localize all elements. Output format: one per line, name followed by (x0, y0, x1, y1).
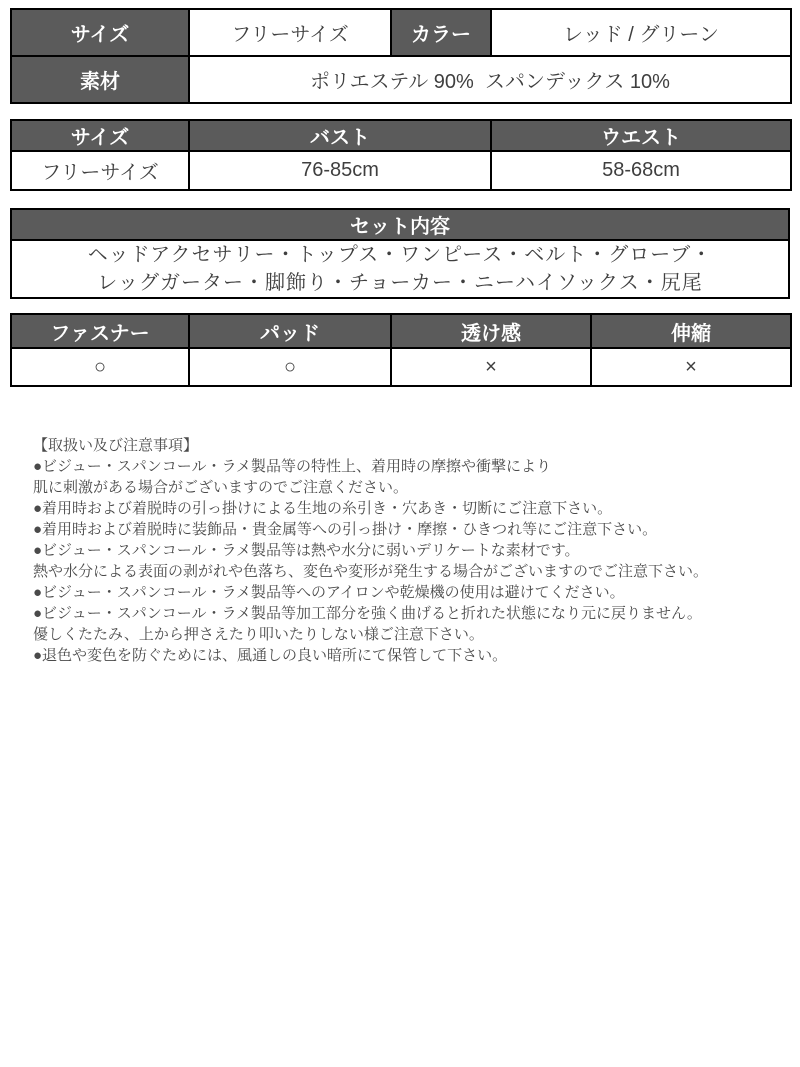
features-table (10, 313, 792, 387)
handling-note-line: ●ビジュー・スパンコール・ラメ製品等へのアイロンや乾燥機の使用は避けてください。 (33, 584, 625, 601)
handling-notes (33, 435, 790, 666)
size-cell: フリーサイズ (11, 151, 189, 190)
set-contents-title: セット内容 (11, 209, 789, 240)
set-contents-line: レッグガーター・脚飾り・チョーカー・ニーハイソックス・尻尾 (97, 272, 703, 294)
col-header-stretch: 伸縮 (591, 314, 791, 348)
table-row (11, 151, 791, 190)
handling-note-line: 熱や水分による表面の剥がれや色落ち、変色や変形が発生する場合がございますのでご注意下さい。 (33, 563, 709, 580)
set-contents-value (11, 240, 789, 298)
material-label: 素材 (11, 56, 189, 103)
handling-notes-title: 【取扱い及び注意事項】 (33, 437, 199, 454)
pad-value-circle-icon: ○ (189, 348, 391, 386)
color-label: カラー (391, 9, 491, 56)
measurements-table (10, 119, 792, 191)
table-row (11, 9, 791, 56)
fastener-value-circle-icon: ○ (11, 348, 189, 386)
handling-note-line: ●着用時および着脱時に装飾品・貴金属等への引っ掛け・摩擦・ひきつれ等にご注意下さい。 (33, 521, 658, 538)
col-header-pad: パッド (189, 314, 391, 348)
handling-note-line: ●ビジュー・スパンコール・ラメ製品等の特性上、着用時の摩擦や衝撃により (33, 458, 552, 475)
table-header-row (11, 209, 789, 240)
table-row (11, 240, 789, 298)
col-header-sheerness: 透け感 (391, 314, 591, 348)
table-row (11, 348, 791, 386)
handling-note-line: ●着用時および着脱時の引っ掛けによる生地の糸引き・穴あき・切断にご注意下さい。 (33, 500, 613, 517)
table-header-row (11, 120, 791, 151)
handling-note-line: ●退色や変色を防ぐためには、風通しの良い暗所にて保管して下さい。 (33, 647, 508, 664)
handling-note-line: ●ビジュー・スパンコール・ラメ製品等は熱や水分に弱いデリケートな素材です。 (33, 542, 580, 559)
col-header-size: サイズ (11, 120, 189, 151)
col-header-fastener: ファスナー (11, 314, 189, 348)
stretch-value-cross-icon: × (591, 348, 791, 386)
bust-cell: 76-85cm (189, 151, 491, 190)
table-header-row (11, 314, 791, 348)
material-value: ポリエステル 90% スパンデックス 10% (189, 56, 791, 103)
col-header-bust: バスト (189, 120, 491, 151)
handling-note-line: 肌に刺激がある場合がございますのでご注意ください。 (33, 479, 409, 496)
handling-note-line: 優しくたたみ、上から押さえたり叩いたりしない様ご注意下さい。 (33, 626, 484, 643)
handling-note-line: ●ビジュー・スパンコール・ラメ製品等加工部分を強く曲げると折れた状態になり元に戻りません。 (33, 605, 702, 622)
set-contents-table (10, 208, 790, 299)
size-color-material-table (10, 8, 792, 104)
sheerness-value-cross-icon: × (391, 348, 591, 386)
set-contents-line: ヘッドアクセサリー・トップス・ワンピース・ベルト・グローブ・ (87, 244, 713, 266)
color-value: レッド / グリーン (491, 9, 791, 56)
size-label: サイズ (11, 9, 189, 56)
col-header-waist: ウエスト (491, 120, 791, 151)
size-value: フリーサイズ (189, 9, 391, 56)
waist-cell: 58-68cm (491, 151, 791, 190)
table-row (11, 56, 791, 103)
